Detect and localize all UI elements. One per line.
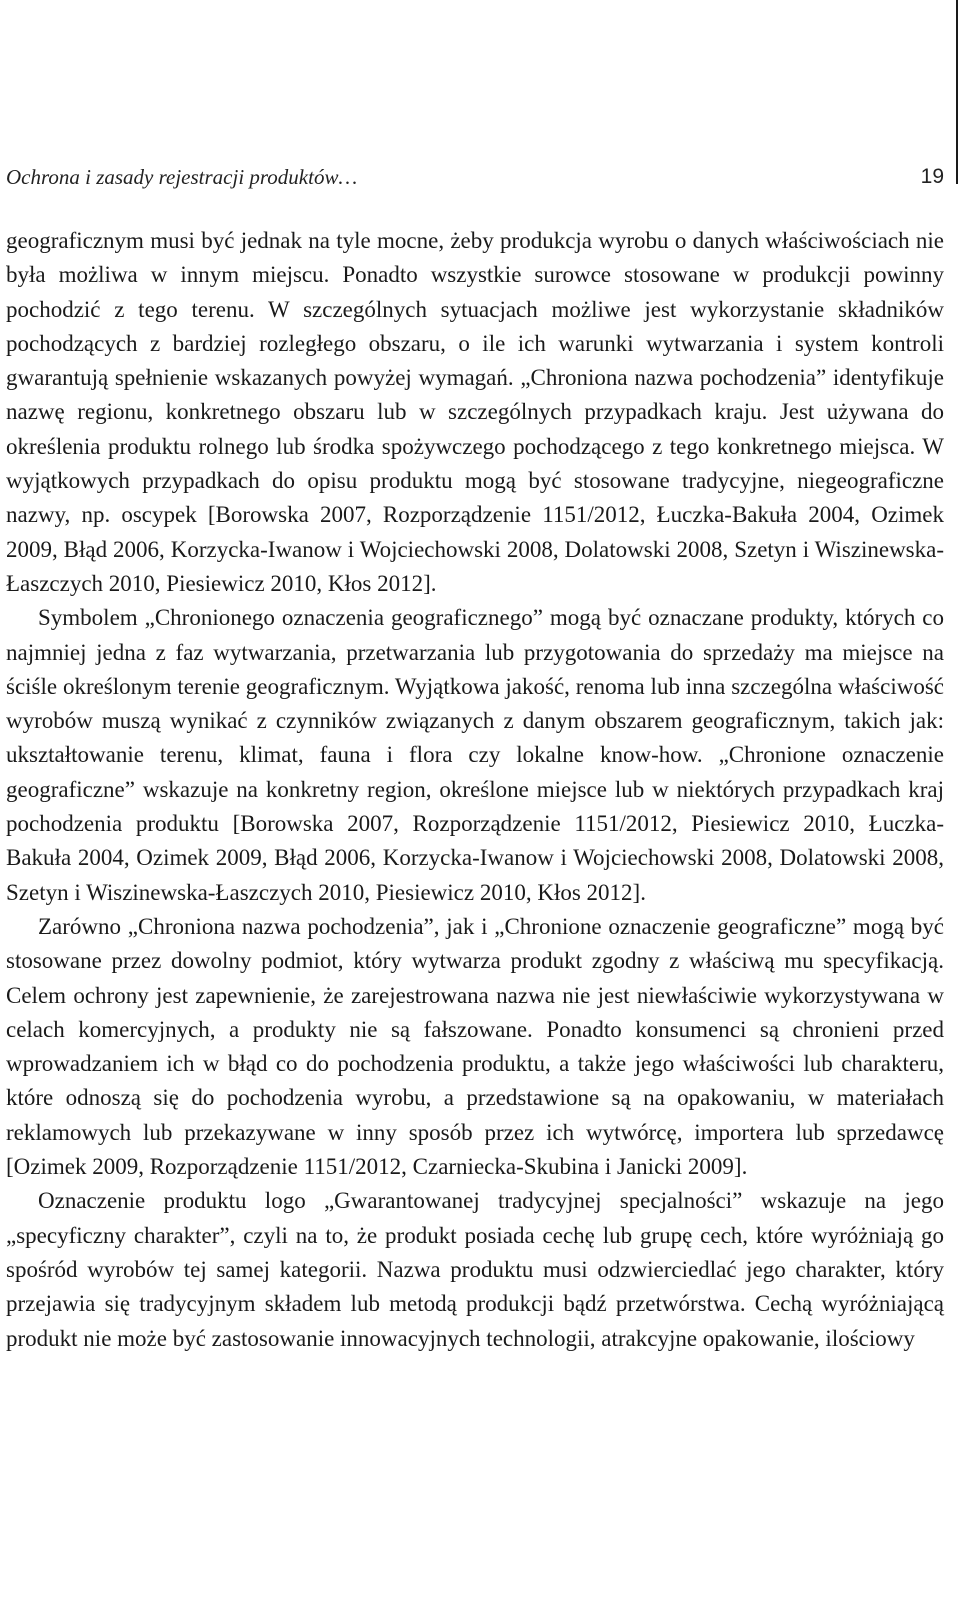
paragraph: Oznaczenie produktu logo „Gwarantowanej tradycyjnej specjalności” wskazuje na jego „specyficzny charakter”, czyli na to, że produkt posiada cechę lub grupę cech, które wyróżniają go spośród wyrobów tej samej kategorii. Nazwa produktu musi odzwierciedlać jego charakter, który przejawia się tradycyjnym składem lub metodą produkcji bądź przetwórstwa. Cechą wyróżniającą produkt nie może być zastosowanie innowacyjnych technologii, atrakcyjne opakowanie, ilościowy: [6, 1188, 944, 1351]
paragraph: Symbolem „Chronionego oznaczenia geograficznego” mogą być oznaczane produkty, których co najmniej jedna z faz wytwarzania, przetwarzania lub przygotowania do sprzedaży ma miejsce na ściśle określonym terenie geograficznym. Wyjątkowa jakość, renoma lub inna szczególna właściwość wyrobów muszą wynikać z czynników związanych z danym obszarem geograficznym, takich jak: ukształtowanie terenu, klimat, fauna i flora czy lokalne know-how. „Chronione oznaczenie geograficzne” wskazuje na konkretny region, określone miejsce lub w niektórych przypadkach kraj pochodzenia produktu [Borowska 2007, Rozporządzenie 1151/2012, Piesiewicz 2010, Łuczka-Bakuła 2004, Ozimek 2009, Błąd 2006, Korzycka-Iwanow i Wojciechowski 2008, Dolatowski 2008, Szetyn i Wiszinewska-Łaszczych 2010, Piesiewicz 2010, Kłos 2012].: [6, 605, 944, 905]
running-header: [6, 160, 944, 194]
margin-rule: [956, 0, 958, 184]
running-title: Ochrona i zasady rejestracji produktów…: [6, 165, 358, 189]
paragraph: geograficznym musi być jednak na tyle mocne, żeby produkcja wyrobu o danych właściwościach nie była możliwa w innym miejscu. Ponadto wszystkie surowce stosowane w produkcji powinny pochodzić z tego terenu. W szczególnych sytuacjach możliwe jest wykorzystanie składników pochodzących z bardziej rozległego obszaru, o ile ich warunki wytwarzania i system kontroli gwarantują spełnienie wskazanych powyżej wymagań. „Chroniona nazwa pochodzenia” identyfikuje nazwę regionu, konkretnego obszaru lub w szczególnych przypadkach kraju. Jest używana do określenia produktu rolnego lub środka spożywczego pochodzącego z tego konkretnego miejsca. W wyjątkowych przypadkach do opisu produktu mogą być stosowane tradycyjne, niegeograficzne nazwy, np. oscypek [Borowska 2007, Rozporządzenie 1151/2012, Łuczka-Bakuła 2004, Ozimek 2009, Błąd 2006, Korzycka-Iwanow i Wojciechowski 2008, Dolatowski 2008, Szetyn i Wiszinewska-Łaszczych 2010, Piesiewicz 2010, Kłos 2012].: [6, 228, 944, 596]
paragraph: Zarówno „Chroniona nazwa pochodzenia”, jak i „Chronione oznaczenie geograficzne” mogą być stosowane przez dowolny podmiot, który wytwarza produkt zgodny z właściwą mu specyfikacją. Celem ochrony jest zapewnienie, że zarejestrowana nazwa nie jest niewłaściwie wykorzystywana w celach komercyjnych, a produkty nie są fałszowane. Ponadto konsumenci są chronieni przed wprowadzaniem ich w błąd co do pochodzenia produktu, a także jego właściwości lub charakteru, które odnoszą się do pochodzenia wyrobu, a przedstawione są na opakowaniu, w materiałach reklamowych lub przekazywane w inny sposób przez ich wytwórcę, importera lub sprzedawcę [Ozimek 2009, Rozporządzenie 1151/2012, Czarniecka-Skubina i Janicki 2009].: [6, 913, 944, 1180]
page-number: 19: [920, 165, 944, 188]
body-text: [6, 224, 944, 1356]
